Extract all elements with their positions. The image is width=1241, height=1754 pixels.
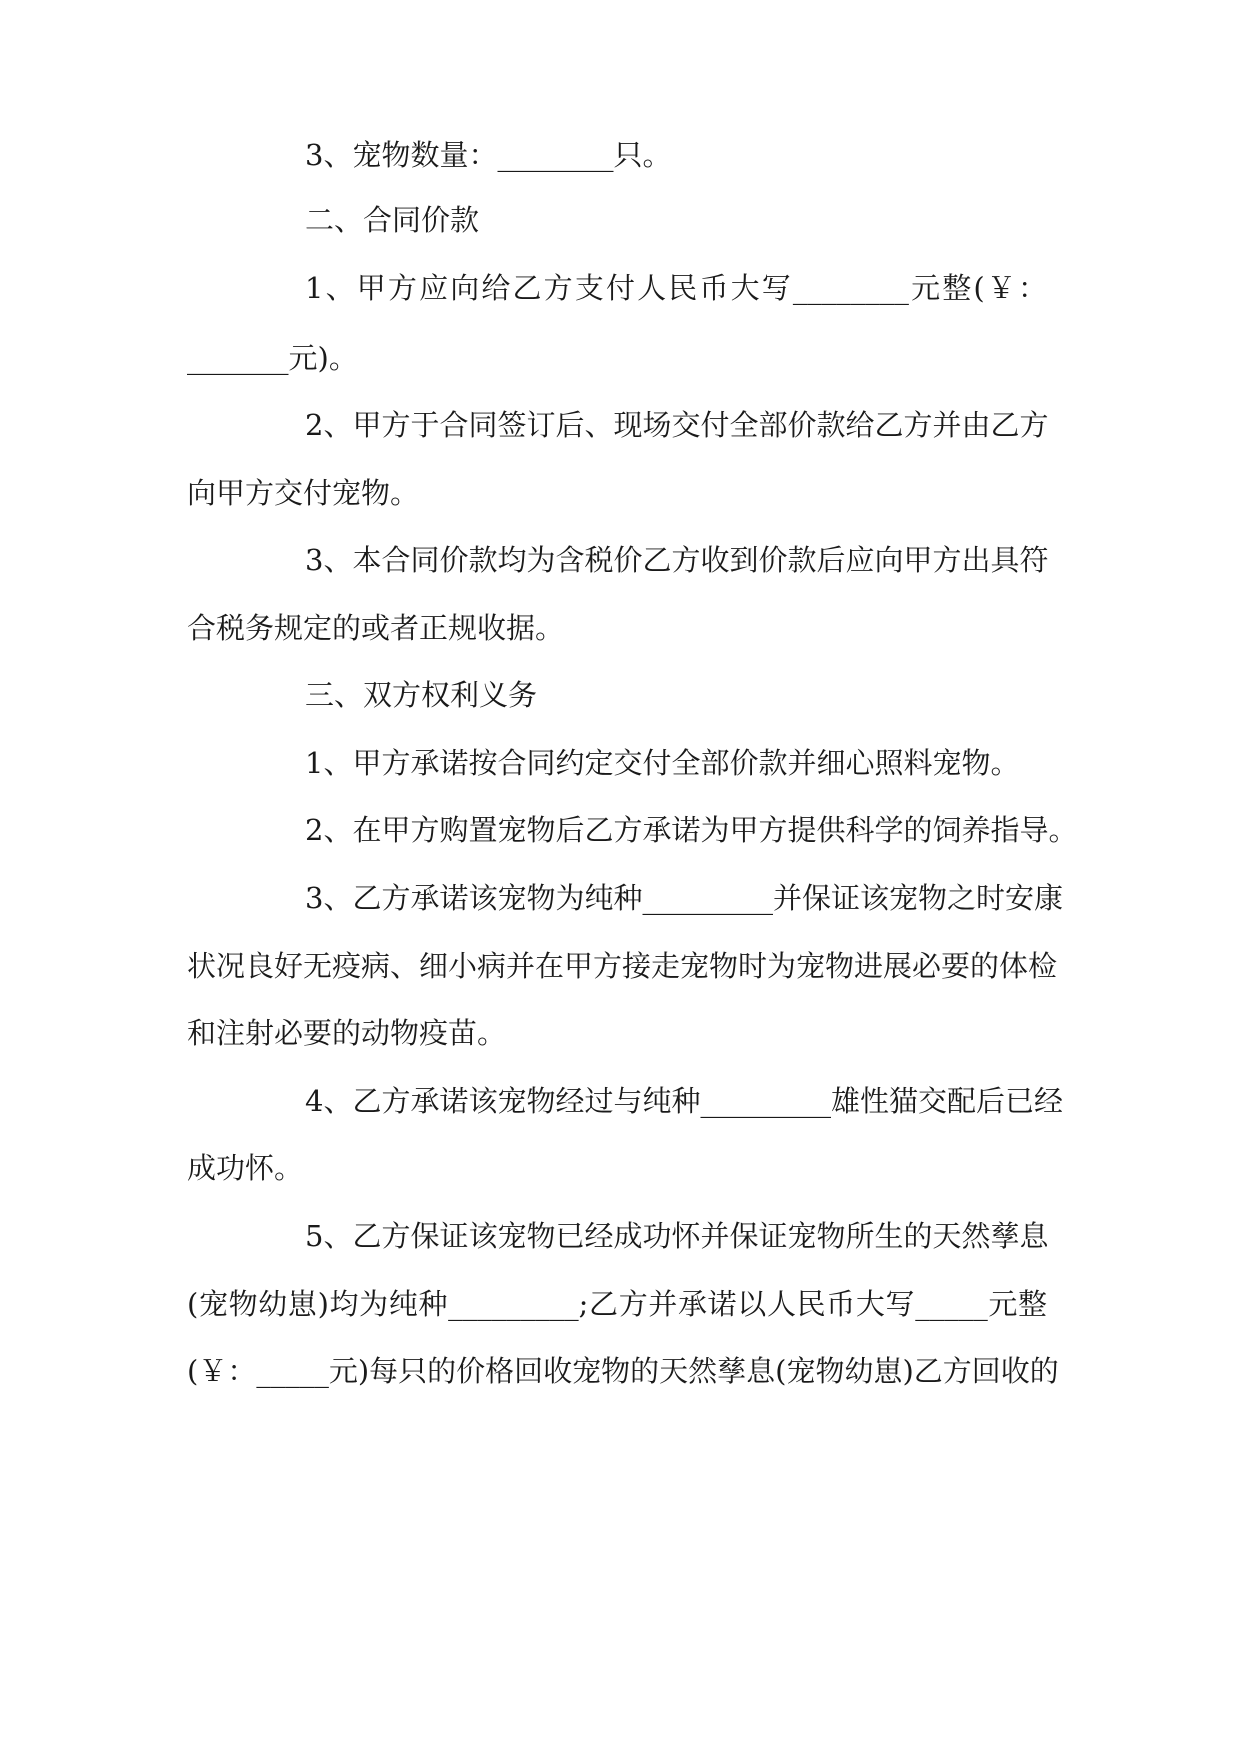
clause-price-3-line-1: 3、本合同价款均为含税价乙方收到价款后应向甲方出具符 xyxy=(305,543,1049,577)
clause-pet-quantity: 3、宠物数量：________只。 xyxy=(305,138,672,172)
section-heading-price: 二、合同价款 xyxy=(305,203,480,237)
clause-rights-3-line-1: 3、乙方承诺该宠物为纯种_________并保证该宠物之时安康 xyxy=(305,881,1063,915)
section-heading-rights: 三、双方权利义务 xyxy=(305,678,538,712)
clause-rights-5-line-2: (宠物幼崽)均为纯种_________;乙方并承诺以人民币大写_____元整 xyxy=(187,1287,1047,1321)
clause-price-3-line-2: 合税务规定的或者正规收据。 xyxy=(187,611,565,645)
clause-rights-3-line-3: 和注射必要的动物疫苗。 xyxy=(187,1016,507,1050)
clause-price-1-line-1: 1、甲方应向给乙方支付人民币大写________元整(￥： xyxy=(305,271,1047,305)
clause-rights-1: 1、甲方承诺按合同约定交付全部价款并细心照料宠物。 xyxy=(305,746,1020,780)
clause-price-2-line-2: 向甲方交付宠物。 xyxy=(187,476,420,510)
clause-rights-5-line-3: (￥：_____元)每只的价格回收宠物的天然孳息(宠物幼崽)乙方回收的 xyxy=(187,1354,1059,1388)
clause-rights-3-line-2: 状况良好无疫病、细小病并在甲方接走宠物时为宠物进展必要的体检 xyxy=(187,949,1058,983)
clause-rights-2: 2、在甲方购置宠物后乙方承诺为甲方提供科学的饲养指导。 xyxy=(305,813,1078,847)
clause-rights-5-line-1: 5、乙方保证该宠物已经成功怀并保证宠物所生的天然孳息 xyxy=(305,1219,1049,1253)
clause-rights-4-line-1: 4、乙方承诺该宠物经过与纯种_________雄性猫交配后已经 xyxy=(305,1084,1063,1118)
clause-price-2-line-1: 2、甲方于合同签订后、现场交付全部价款给乙方并由乙方 xyxy=(305,408,1049,442)
clause-price-1-line-2: _______元)。 xyxy=(187,341,358,375)
clause-rights-4-line-2: 成功怀。 xyxy=(187,1151,304,1185)
